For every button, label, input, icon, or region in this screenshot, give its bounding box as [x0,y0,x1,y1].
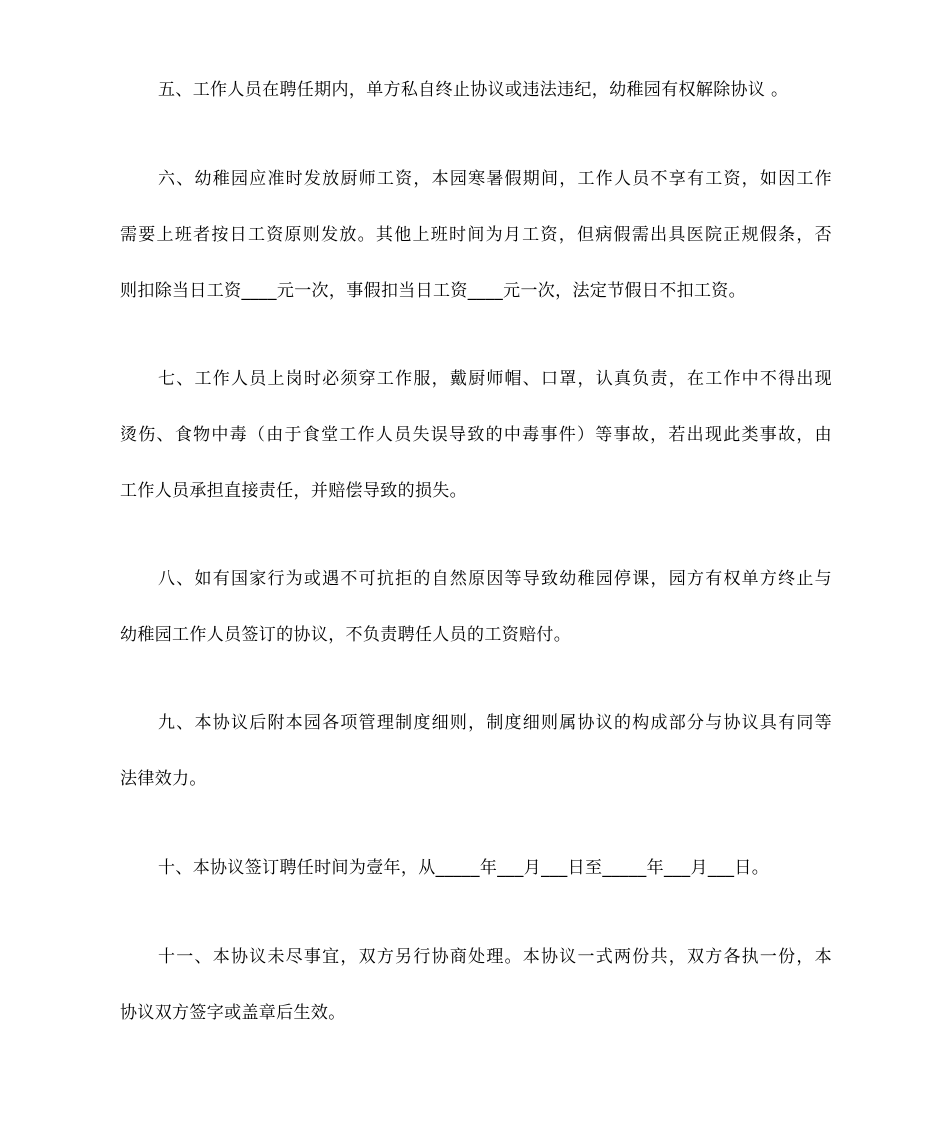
clause-9-line-1: 九、本协议后附本园各项管理制度细则，制度细则属协议的构成部分与协议具有同等 [158,713,832,733]
clause-5-line-1: 五、工作人员在聘任期内，单方私自终止协议或违法违纪，幼稚园有权解除协议 。 [158,80,789,100]
clause-9-line-2: 法律效力。 [120,769,207,789]
clause-7-line-3: 工作人员承担直接责任，并赔偿导致的损失。 [120,481,467,501]
clause-7-line-1: 七、工作人员上岗时必须穿工作服，戴厨师帽、口罩，认真负责，在工作中不得出现 [158,369,832,389]
clause-10-line-1: 十、本协议签订聘任时间为壹年，从_____年___月___日至_____年___月___日。 [158,858,770,878]
clause-8-line-2: 幼稚园工作人员签订的协议，不负责聘任人员的工资赔付。 [120,625,572,645]
clause-11-line-1: 十一、本协议未尽事宜，双方另行协商处理。本协议一式两份共，双方各执一份，本 [158,947,832,967]
clause-8-line-1: 八、如有国家行为或遇不可抗拒的自然原因等导致幼稚园停课，园方有权单方终止与 [158,569,832,589]
clause-7-line-2: 烫伤、食物中毒（由于食堂工作人员失误导致的中毒事件）等事故，若出现此类事故，由 [120,425,832,445]
clause-6-line-3: 则扣除当日工资____元一次，事假扣当日工资____元一次，法定节假日不扣工资。 [120,281,746,301]
clause-11-line-2: 协议双方签字或盖章后生效。 [120,1003,346,1023]
clause-6-line-2: 需要上班者按日工资原则发放。其他上班时间为月工资，但病假需出具医院正规假条，否 [120,225,832,245]
clause-6-line-1: 六、幼稚园应准时发放厨师工资，本园寒暑假期间，工作人员不享有工资，如因工作 [158,169,832,189]
